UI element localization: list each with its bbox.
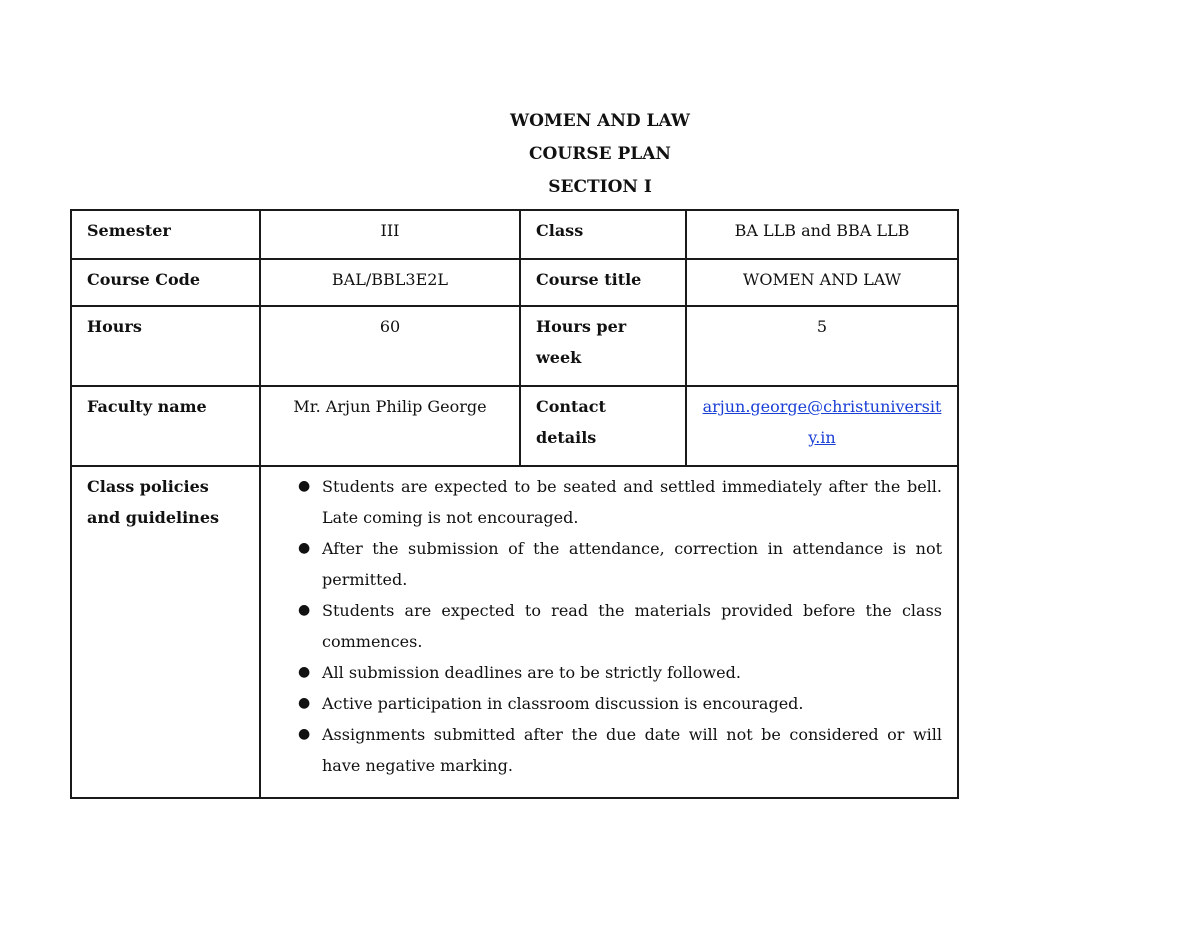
table-row-semester xyxy=(71,210,958,259)
list-item xyxy=(276,595,942,657)
bullet-icon: ● xyxy=(298,726,311,742)
policy-text: Assignments submitted after the due date will not be considered or will have negative marking. xyxy=(322,725,942,775)
table-row-course-code xyxy=(71,259,958,306)
document-subtitle: COURSE PLAN xyxy=(529,144,671,164)
contact-label: Contact details xyxy=(520,386,686,466)
faculty-label: Faculty name xyxy=(71,386,260,466)
contact-cell xyxy=(686,386,958,466)
contact-email-link[interactable]: arjun.george@christuniversity.in xyxy=(702,397,942,447)
table-row-policies xyxy=(71,466,958,798)
faculty-value: Mr. Arjun Philip George xyxy=(260,386,520,466)
policies-cell xyxy=(260,466,958,798)
class-value: BA LLB and BBA LLB xyxy=(686,210,958,259)
table-row-faculty xyxy=(71,386,958,466)
hours-per-week-value: 5 xyxy=(686,306,958,386)
hours-label: Hours xyxy=(71,306,260,386)
policy-text: All submission deadlines are to be strictly followed. xyxy=(322,663,741,682)
list-item xyxy=(276,471,942,533)
list-item xyxy=(276,688,942,719)
policy-text: Active participation in classroom discussion is encouraged. xyxy=(322,694,804,713)
table-row-hours xyxy=(71,306,958,386)
course-title-value: WOMEN AND LAW xyxy=(686,259,958,306)
list-item xyxy=(276,719,942,781)
policy-text: Students are expected to be seated and settled immediately after the bell. Late coming is not encouraged. xyxy=(322,477,942,527)
policy-text: Students are expected to read the materials provided before the class commences. xyxy=(322,601,942,651)
bullet-icon: ● xyxy=(298,664,311,680)
list-item xyxy=(276,533,942,595)
bullet-icon: ● xyxy=(298,602,311,618)
policies-list xyxy=(276,471,942,793)
bullet-icon: ● xyxy=(298,540,311,556)
hours-per-week-label: Hours per week xyxy=(520,306,686,386)
hours-value: 60 xyxy=(260,306,520,386)
class-label: Class xyxy=(520,210,686,259)
document-title: WOMEN AND LAW xyxy=(510,111,690,131)
course-plan-table xyxy=(70,209,959,799)
semester-value: III xyxy=(260,210,520,259)
semester-label: Semester xyxy=(71,210,260,259)
bullet-icon: ● xyxy=(298,695,311,711)
course-code-label: Course Code xyxy=(71,259,260,306)
policy-text: After the submission of the attendance, correction in attendance is not permitted. xyxy=(322,539,942,589)
course-title-label: Course title xyxy=(520,259,686,306)
section-heading: SECTION I xyxy=(548,177,652,197)
bullet-icon: ● xyxy=(298,478,311,494)
list-item xyxy=(276,657,942,688)
course-code-value: BAL/BBL3E2L xyxy=(260,259,520,306)
policies-label: Class policies and guidelines xyxy=(71,466,260,798)
